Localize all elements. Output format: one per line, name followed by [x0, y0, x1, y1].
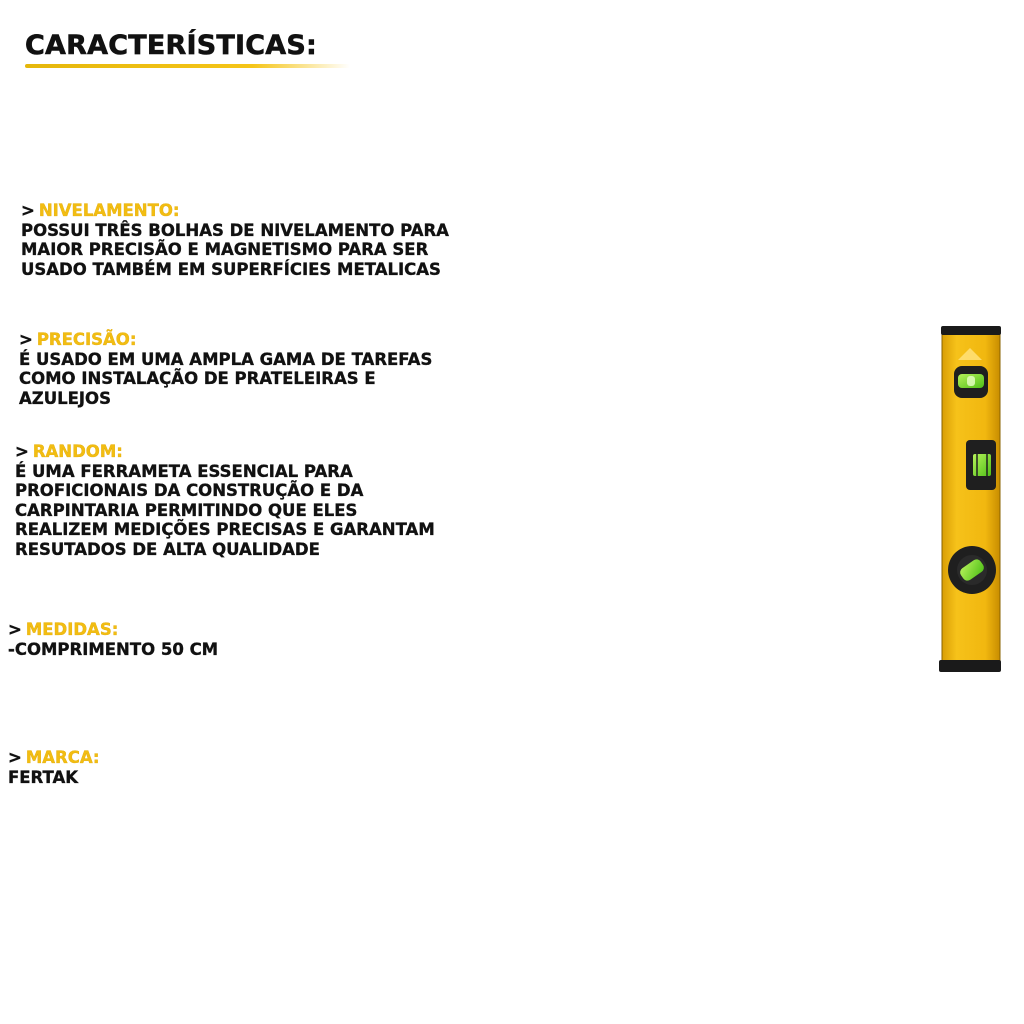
- arrow-bullet: >: [19, 330, 33, 349]
- arrow-bullet: >: [15, 442, 29, 461]
- feature-heading: [8, 748, 100, 768]
- arrow-bullet: >: [8, 748, 22, 767]
- feature-label: MEDIDAS:: [25, 620, 119, 639]
- feature-section-nivelamento: [21, 201, 449, 279]
- feature-label: MARCA:: [25, 748, 100, 767]
- feature-description: FERTAK: [8, 767, 79, 787]
- feature-section-random: [15, 442, 435, 559]
- feature-section-precisao: [19, 330, 432, 408]
- feature-label: NIVELAMENTO:: [38, 201, 180, 220]
- feature-description: POSSUI TRÊS BOLHAS DE NIVELAMENTO PARA MAIOR PRECISÃO E MAGNETISMO PARA SER USADO TAMBÉM EM SUPERFÍCIES METALICAS: [21, 220, 449, 279]
- arrow-bullet: >: [21, 201, 35, 220]
- feature-section-marca: [8, 748, 100, 787]
- feature-section-medidas: [8, 620, 218, 659]
- feature-description: É UMA FERRAMETA ESSENCIAL PARA PROFICIONAIS DA CONSTRUÇÃO E DA CARPINTARIA PERMITINDO QUE ELES REALIZEM MEDIÇÕES PRECISAS E GARANTAM RESUTADOS DE ALTA QUALIDADE: [15, 461, 435, 559]
- feature-label: PRECISÃO:: [36, 330, 137, 349]
- feature-description: -COMPRIMENTO 50 CM: [8, 639, 219, 659]
- feature-label: RANDOM:: [32, 442, 123, 461]
- feature-heading: [19, 330, 432, 350]
- title-underline: [25, 64, 350, 68]
- feature-heading: [8, 620, 218, 640]
- spirit-level-icon: [936, 326, 1004, 672]
- feature-description: É USADO EM UMA AMPLA GAMA DE TAREFAS COMO INSTALAÇÃO DE PRATELEIRAS E AZULEJOS: [19, 349, 433, 408]
- feature-heading: [21, 201, 449, 221]
- page-title: CARACTERÍSTICAS:: [25, 30, 317, 61]
- arrow-bullet: >: [8, 620, 22, 639]
- feature-heading: [15, 442, 435, 462]
